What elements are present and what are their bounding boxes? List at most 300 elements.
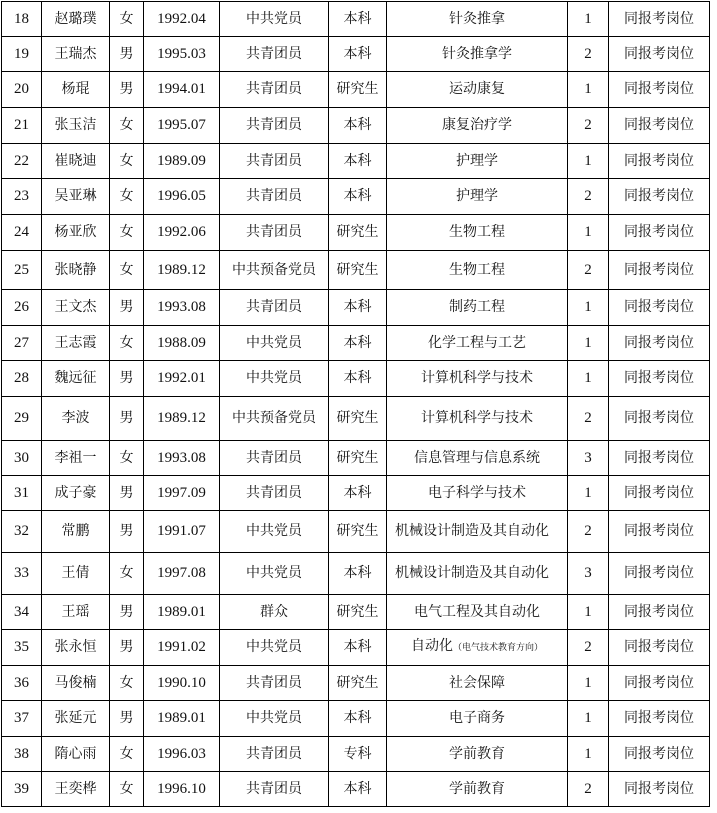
post-text: 同报考岗位	[624, 81, 694, 97]
birth-date-cell	[144, 215, 220, 251]
gender-cell	[110, 595, 144, 630]
count-text: 1	[584, 745, 592, 762]
major-text: 制药工程	[449, 299, 505, 315]
row-number-cell	[2, 144, 42, 179]
table-body	[2, 2, 710, 807]
birth-date-text: 1995.07	[157, 117, 206, 133]
post-text: 同报考岗位	[624, 603, 694, 620]
political-status-text: 中共党员	[246, 710, 302, 726]
birth-date-cell	[144, 553, 220, 595]
education-level-cell	[329, 441, 387, 476]
education-level-cell	[329, 476, 387, 511]
gender-text: 男	[119, 484, 134, 501]
row-number-text: 29	[14, 410, 29, 426]
political-status-cell	[220, 737, 329, 772]
gender-cell	[110, 511, 144, 553]
political-status-cell	[220, 772, 329, 807]
row-number-text: 33	[14, 565, 29, 581]
person-name-cell	[42, 737, 110, 772]
row-number-cell	[2, 326, 42, 361]
major-text: 信息管理与信息系统	[414, 449, 540, 466]
person-name-cell	[42, 441, 110, 476]
gender-cell	[110, 251, 144, 290]
education-level-cell	[329, 37, 387, 72]
political-status-text: 共青团员	[246, 45, 302, 62]
major-cell	[387, 666, 568, 701]
post-cell	[609, 2, 710, 37]
table-row	[2, 290, 710, 326]
education-level-text: 研究生	[336, 523, 379, 539]
birth-date-text: 1990.10	[157, 674, 206, 691]
row-number-cell	[2, 290, 42, 326]
major-text: 护理学	[456, 188, 498, 204]
education-level-text: 本科	[343, 188, 372, 204]
count-cell	[568, 290, 609, 326]
political-status-cell	[220, 37, 329, 72]
count-text: 2	[584, 639, 592, 655]
row-number-cell	[2, 361, 42, 397]
person-name-cell	[42, 108, 110, 144]
birth-date-cell	[144, 37, 220, 72]
count-text: 1	[584, 10, 592, 27]
gender-cell	[110, 553, 144, 595]
gender-cell	[110, 476, 144, 511]
gender-text: 女	[119, 334, 134, 351]
row-number-text: 25	[14, 261, 29, 278]
count-cell	[568, 630, 609, 666]
gender-text: 女	[119, 152, 134, 169]
count-text: 1	[584, 484, 592, 501]
gender-cell	[110, 290, 144, 326]
row-number-cell	[2, 251, 42, 290]
person-name-text: 王奕桦	[54, 780, 97, 797]
count-text: 1	[584, 299, 592, 315]
count-text: 2	[584, 188, 592, 204]
birth-date-cell	[144, 326, 220, 361]
major-note-text: （电气技术教育方向）	[452, 643, 543, 653]
major-cell	[387, 108, 568, 144]
count-text: 1	[584, 334, 592, 351]
political-status-cell	[220, 701, 329, 737]
post-cell	[609, 37, 710, 72]
row-number-cell	[2, 630, 42, 666]
birth-date-cell	[144, 595, 220, 630]
education-level-text: 本科	[343, 565, 372, 581]
row-number-cell	[2, 701, 42, 737]
row-number-text: 34	[14, 603, 29, 620]
post-text: 同报考岗位	[624, 710, 694, 726]
gender-text: 男	[119, 710, 134, 726]
education-level-text: 本科	[343, 484, 372, 501]
political-status-text: 共青团员	[246, 674, 302, 691]
gender-cell	[110, 2, 144, 37]
education-level-text: 本科	[343, 117, 372, 133]
education-level-text: 本科	[343, 639, 372, 655]
education-level-cell	[329, 144, 387, 179]
political-status-cell	[220, 215, 329, 251]
political-status-text: 共青团员	[246, 188, 302, 204]
political-status-cell	[220, 476, 329, 511]
count-cell	[568, 666, 609, 701]
major-cell	[387, 476, 568, 511]
count-text: 3	[584, 449, 592, 466]
post-text: 同报考岗位	[624, 10, 694, 27]
row-number-text: 26	[14, 299, 29, 315]
major-text: 社会保障	[449, 674, 505, 691]
gender-cell	[110, 179, 144, 215]
education-level-cell	[329, 2, 387, 37]
gender-cell	[110, 37, 144, 72]
political-status-text: 中共预备党员	[232, 261, 316, 278]
table-row	[2, 511, 710, 553]
post-text: 同报考岗位	[624, 565, 694, 581]
person-name-cell	[42, 476, 110, 511]
major-text: 康复治疗学	[442, 117, 512, 133]
count-cell	[568, 251, 609, 290]
person-name-cell	[42, 37, 110, 72]
person-name-text: 王文杰	[54, 299, 97, 315]
major-cell	[387, 737, 568, 772]
table-row	[2, 144, 710, 179]
gender-text: 女	[119, 780, 134, 797]
person-name-cell	[42, 630, 110, 666]
person-name-text: 隋心雨	[54, 745, 97, 762]
education-level-cell	[329, 179, 387, 215]
political-status-text: 中共党员	[246, 523, 302, 539]
education-level-cell	[329, 511, 387, 553]
post-text: 同报考岗位	[624, 639, 694, 655]
person-name-text: 张永恒	[54, 639, 97, 655]
count-text: 1	[584, 224, 592, 240]
table-row	[2, 701, 710, 737]
row-number-text: 21	[14, 117, 29, 133]
political-status-cell	[220, 397, 329, 441]
count-cell	[568, 361, 609, 397]
table-row	[2, 595, 710, 630]
gender-text: 男	[119, 410, 134, 426]
person-name-text: 王倩	[61, 565, 90, 581]
count-text: 1	[584, 81, 592, 97]
post-text: 同报考岗位	[624, 674, 694, 691]
major-text: 化学工程与工艺	[428, 334, 526, 351]
gender-cell	[110, 215, 144, 251]
post-cell	[609, 630, 710, 666]
political-status-text: 共青团员	[246, 117, 302, 133]
birth-date-text: 1991.02	[157, 639, 206, 655]
person-name-cell	[42, 2, 110, 37]
education-level-text: 本科	[343, 152, 372, 169]
person-name-text: 马俊楠	[54, 674, 97, 691]
gender-text: 女	[119, 745, 134, 762]
gender-cell	[110, 701, 144, 737]
major-text: 针灸推拿学	[442, 45, 512, 62]
row-number-text: 36	[14, 674, 29, 691]
count-text: 1	[584, 674, 592, 691]
political-status-cell	[220, 441, 329, 476]
table-row	[2, 441, 710, 476]
education-level-cell	[329, 72, 387, 108]
post-cell	[609, 251, 710, 290]
count-text: 2	[584, 261, 592, 278]
post-cell	[609, 737, 710, 772]
birth-date-cell	[144, 630, 220, 666]
birth-date-text: 1991.07	[157, 523, 206, 539]
table-row	[2, 553, 710, 595]
post-text: 同报考岗位	[624, 224, 694, 240]
count-cell	[568, 144, 609, 179]
row-number-text: 28	[14, 370, 29, 386]
count-cell	[568, 476, 609, 511]
gender-cell	[110, 326, 144, 361]
person-name-text: 魏远征	[54, 370, 97, 386]
political-status-text: 中共预备党员	[232, 410, 316, 426]
education-level-text: 本科	[343, 299, 372, 315]
person-name-cell	[42, 553, 110, 595]
gender-cell	[110, 630, 144, 666]
table-row	[2, 108, 710, 144]
person-name-text: 王瑞杰	[54, 45, 97, 62]
post-cell	[609, 666, 710, 701]
political-status-text: 中共党员	[246, 334, 302, 351]
major-text: 电子商务	[449, 710, 505, 726]
major-cell	[387, 397, 568, 441]
post-cell	[609, 772, 710, 807]
count-cell	[568, 108, 609, 144]
count-cell	[568, 37, 609, 72]
table-row	[2, 37, 710, 72]
birth-date-cell	[144, 666, 220, 701]
birth-date-text: 1989.01	[157, 603, 206, 620]
political-status-text: 共青团员	[246, 224, 302, 240]
education-level-cell	[329, 290, 387, 326]
major-text: 运动康复	[449, 81, 505, 97]
person-name-text: 常鹏	[61, 523, 90, 539]
major-cell	[387, 772, 568, 807]
gender-text: 男	[119, 603, 134, 620]
person-name-cell	[42, 144, 110, 179]
gender-cell	[110, 666, 144, 701]
row-number-text: 32	[14, 523, 29, 539]
birth-date-cell	[144, 361, 220, 397]
table-row	[2, 476, 710, 511]
row-number-text: 24	[14, 224, 29, 240]
education-level-cell	[329, 326, 387, 361]
post-cell	[609, 397, 710, 441]
count-text: 1	[584, 370, 592, 386]
row-number-text: 23	[14, 188, 29, 204]
person-name-text: 李祖一	[54, 449, 97, 466]
major-cell	[387, 511, 568, 553]
major-cell	[387, 2, 568, 37]
table-row	[2, 179, 710, 215]
count-text: 2	[584, 780, 592, 797]
gender-text: 男	[119, 45, 134, 62]
row-number-cell	[2, 737, 42, 772]
birth-date-cell	[144, 737, 220, 772]
political-status-text: 共青团员	[246, 449, 302, 466]
gender-text: 女	[119, 449, 134, 466]
table-row	[2, 772, 710, 807]
major-cell	[387, 553, 568, 595]
table-row	[2, 630, 710, 666]
birth-date-cell	[144, 251, 220, 290]
political-status-text: 共青团员	[246, 81, 302, 97]
table-row	[2, 72, 710, 108]
count-text: 2	[584, 523, 592, 539]
political-status-text: 共青团员	[246, 745, 302, 762]
person-name-text: 成子豪	[54, 484, 97, 501]
post-text: 同报考岗位	[624, 261, 694, 278]
person-name-cell	[42, 701, 110, 737]
count-text: 1	[584, 152, 592, 169]
political-status-cell	[220, 326, 329, 361]
political-status-cell	[220, 144, 329, 179]
post-cell	[609, 553, 710, 595]
major-text: 机械设计制造及其自动化	[395, 523, 549, 539]
row-number-cell	[2, 2, 42, 37]
person-name-cell	[42, 397, 110, 441]
birth-date-text: 1989.12	[157, 410, 206, 426]
major-cell	[387, 72, 568, 108]
post-text: 同报考岗位	[624, 117, 694, 133]
gender-cell	[110, 144, 144, 179]
major-text: 生物工程	[449, 224, 505, 240]
row-number-text: 39	[14, 780, 29, 797]
table-row	[2, 397, 710, 441]
count-cell	[568, 701, 609, 737]
birth-date-text: 1997.09	[157, 484, 206, 501]
birth-date-text: 1993.08	[157, 449, 206, 466]
education-level-cell	[329, 553, 387, 595]
person-name-text: 崔晓迪	[54, 152, 97, 169]
row-number-cell	[2, 215, 42, 251]
birth-date-text: 1988.09	[157, 334, 206, 351]
education-level-text: 本科	[343, 370, 372, 386]
education-level-text: 研究生	[336, 674, 379, 691]
education-level-text: 本科	[343, 10, 372, 27]
person-name-cell	[42, 772, 110, 807]
major-cell	[387, 701, 568, 737]
person-name-text: 张延元	[54, 710, 97, 726]
row-number-text: 20	[14, 81, 29, 97]
gender-cell	[110, 737, 144, 772]
person-name-text: 赵璐璞	[54, 10, 97, 27]
row-number-cell	[2, 441, 42, 476]
row-number-cell	[2, 108, 42, 144]
political-status-text: 中共党员	[246, 370, 302, 386]
education-level-cell	[329, 108, 387, 144]
gender-text: 女	[119, 565, 134, 581]
political-status-text: 共青团员	[246, 484, 302, 501]
birth-date-text: 1996.03	[157, 745, 206, 762]
political-status-cell	[220, 290, 329, 326]
education-level-text: 研究生	[336, 81, 379, 97]
political-status-cell	[220, 630, 329, 666]
person-name-text: 吴亚琳	[54, 188, 97, 204]
birth-date-text: 1992.01	[157, 370, 206, 386]
birth-date-text: 1996.10	[157, 780, 206, 797]
education-level-cell	[329, 361, 387, 397]
gender-text: 女	[119, 674, 134, 691]
post-cell	[609, 441, 710, 476]
person-name-cell	[42, 179, 110, 215]
person-name-cell	[42, 361, 110, 397]
post-cell	[609, 290, 710, 326]
post-cell	[609, 476, 710, 511]
row-number-cell	[2, 666, 42, 701]
birth-date-text: 1989.09	[157, 152, 206, 169]
post-text: 同报考岗位	[624, 334, 694, 351]
gender-text: 女	[119, 224, 134, 240]
table-row	[2, 326, 710, 361]
major-cell	[387, 441, 568, 476]
major-text: 电气工程及其自动化	[414, 603, 540, 620]
person-name-text: 王瑶	[61, 603, 90, 620]
major-text: 护理学	[456, 152, 498, 169]
person-name-cell	[42, 511, 110, 553]
birth-date-cell	[144, 397, 220, 441]
education-level-text: 本科	[343, 710, 372, 726]
post-text: 同报考岗位	[624, 188, 694, 204]
major-cell	[387, 290, 568, 326]
major-cell	[387, 361, 568, 397]
political-status-cell	[220, 553, 329, 595]
gender-cell	[110, 361, 144, 397]
political-status-text: 群众	[260, 603, 288, 620]
row-number-cell	[2, 476, 42, 511]
post-cell	[609, 215, 710, 251]
major-cell	[387, 179, 568, 215]
row-number-text: 27	[14, 334, 29, 351]
count-text: 1	[584, 603, 592, 620]
education-level-text: 本科	[343, 334, 372, 351]
major-text: 针灸推拿	[449, 10, 505, 27]
row-number-cell	[2, 595, 42, 630]
table-row	[2, 737, 710, 772]
political-status-text: 中共党员	[246, 565, 302, 581]
row-number-text: 30	[14, 449, 29, 466]
row-number-text: 38	[14, 745, 29, 762]
post-text: 同报考岗位	[624, 523, 694, 539]
gender-cell	[110, 772, 144, 807]
person-name-text: 李波	[61, 410, 90, 426]
post-cell	[609, 701, 710, 737]
row-number-text: 35	[14, 639, 29, 655]
table-row	[2, 2, 710, 37]
major-cell	[387, 326, 568, 361]
birth-date-cell	[144, 108, 220, 144]
major-cell	[387, 595, 568, 630]
major-text: 机械设计制造及其自动化	[395, 565, 549, 581]
post-cell	[609, 361, 710, 397]
count-cell	[568, 595, 609, 630]
gender-text: 女	[119, 188, 134, 204]
gender-cell	[110, 397, 144, 441]
post-text: 同报考岗位	[624, 410, 694, 426]
count-text: 1	[584, 710, 592, 726]
birth-date-text: 1992.04	[157, 10, 206, 27]
person-name-text: 张晓静	[54, 261, 97, 278]
gender-text: 女	[119, 117, 134, 133]
person-name-cell	[42, 251, 110, 290]
birth-date-cell	[144, 772, 220, 807]
gender-text: 男	[119, 370, 134, 386]
education-level-text: 研究生	[336, 603, 379, 620]
major-text: 自动化	[410, 638, 453, 654]
gender-text: 男	[119, 639, 134, 655]
education-level-text: 研究生	[336, 410, 379, 426]
education-level-cell	[329, 701, 387, 737]
